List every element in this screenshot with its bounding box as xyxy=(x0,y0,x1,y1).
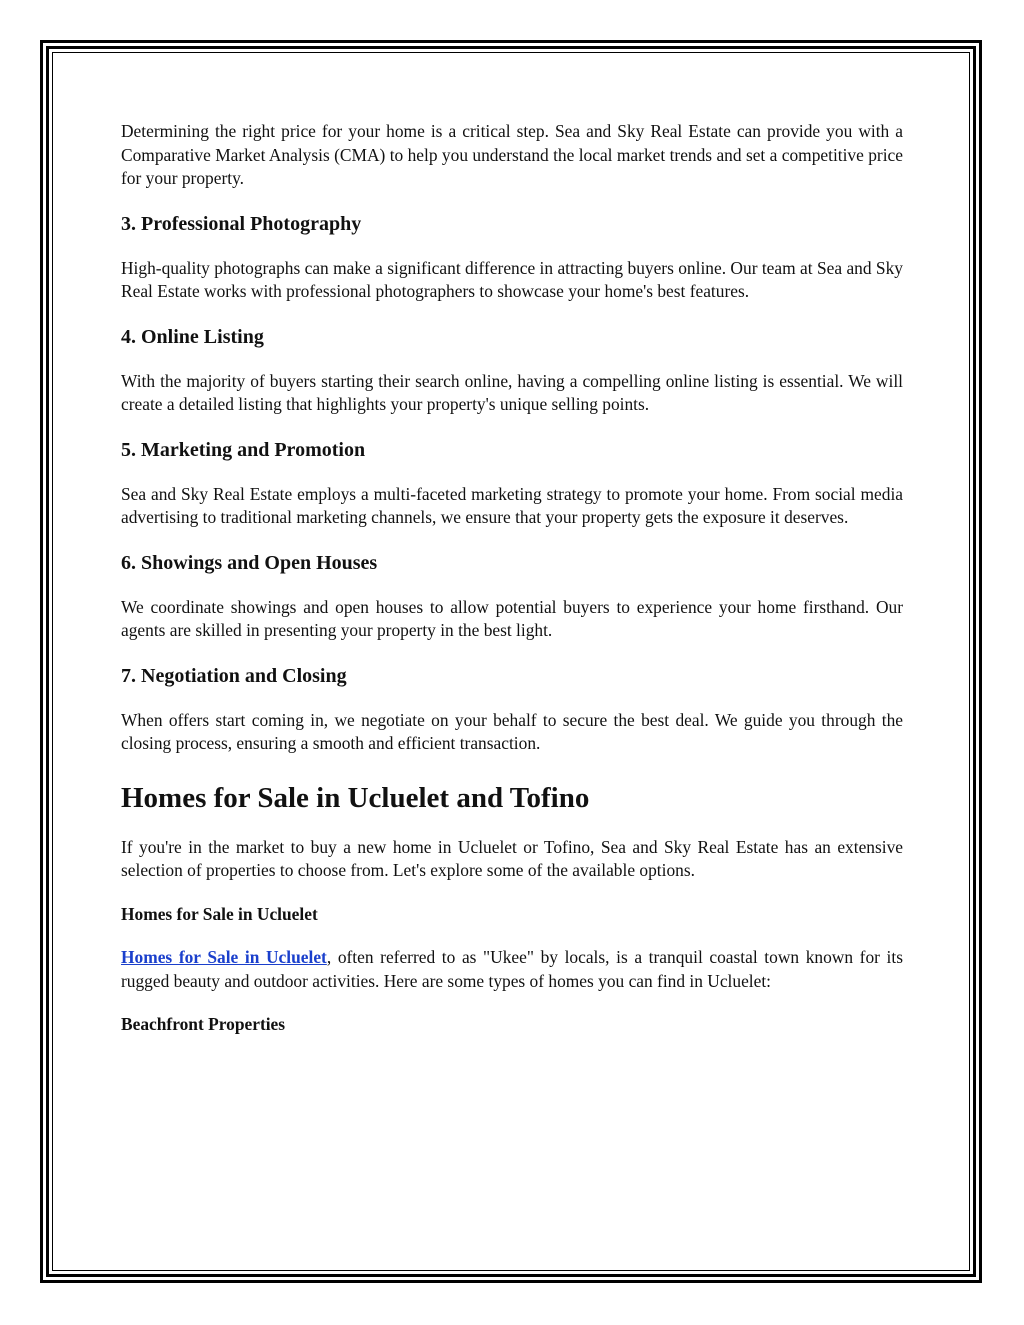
section-heading-photography: 3. Professional Photography xyxy=(121,212,362,235)
section-body-showings: We coordinate showings and open houses to allow potential buyers to experience your home firsthand. Our agents are skilled in presenting your property in the best light. xyxy=(121,596,903,640)
ucluelet-paragraph xyxy=(121,946,903,993)
section-heading-online-listing: 4. Online Listing xyxy=(121,325,264,348)
section-body-online-listing: With the majority of buyers starting their search online, having a compelling online listing is essential. We will create a detailed listing that highlights your property's unique selling points. xyxy=(121,370,903,414)
section-heading-showings: 6. Showings and Open Houses xyxy=(121,551,378,574)
section-body-negotiation: When offers start coming in, we negotiate on your behalf to secure the best deal. We guide you through the closing process, ensuring a smooth and efficient transaction. xyxy=(121,709,903,753)
section-heading-negotiation: 7. Negotiation and Closing xyxy=(121,664,347,687)
homes-for-sale-ucluelet-link[interactable]: Homes for Sale in Ucluelet xyxy=(121,947,327,967)
section-body-marketing: Sea and Sky Real Estate employs a multi-faceted marketing strategy to promote your home. From social media advertising to traditional marketing channels, we ensure that your property gets the exposure it deserves. xyxy=(121,483,903,527)
intro-paragraph: Determining the right price for your home is a critical step. Sea and Sky Real Estate can provide you with a Comparative Market Analysis (CMA) to help you understand the local market trends and set a competitive price for your property. xyxy=(121,121,903,188)
beachfront-heading: Beachfront Properties xyxy=(121,1014,286,1034)
section-body-photography: High-quality photographs can make a significant difference in attracting buyers online. Our team at Sea and Sky Real Estate works with professional photographers to showcase your home's best features. xyxy=(121,257,903,301)
document-content xyxy=(121,120,903,1037)
main-paragraph: If you're in the market to buy a new home in Ucluelet or Tofino, Sea and Sky Real Estate has an extensive selection of properties to choose from. Let's explore some of the available options. xyxy=(121,836,903,880)
section-heading-marketing: 5. Marketing and Promotion xyxy=(121,438,366,461)
main-heading: Homes for Sale in Ucluelet and Tofino xyxy=(121,781,590,814)
ucluelet-paragraph-text: , often referred to as "Ukee" by locals, is a tranquil coastal town known for its rugged beauty and outdoor activities. Here are some types of homes you can find in Ucluelet: xyxy=(121,947,903,991)
sub-heading-ucluelet: Homes for Sale in Ucluelet xyxy=(121,903,318,924)
